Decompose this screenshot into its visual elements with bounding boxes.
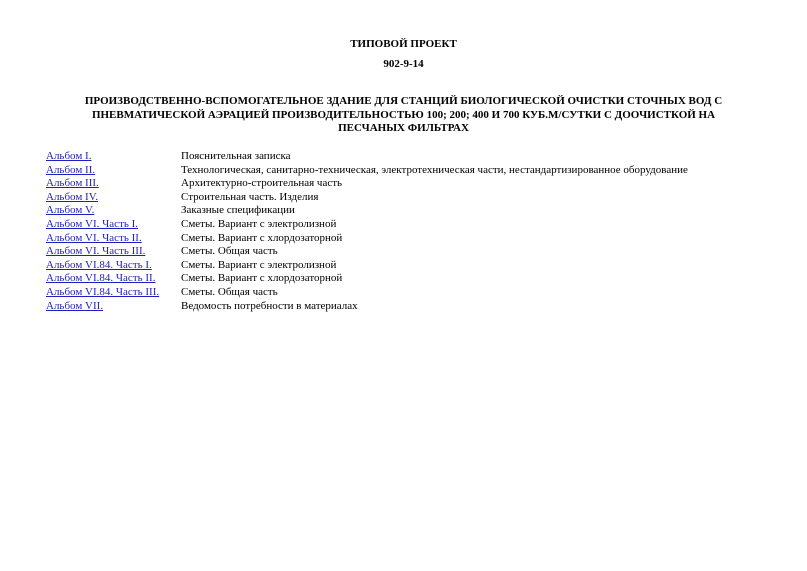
document-title: ТИПОВОЙ ПРОЕКТ [350,38,457,50]
album-link[interactable]: Альбом VII. [46,299,104,312]
album-row [46,218,766,232]
album-link[interactable]: Альбом III. [46,177,99,190]
album-link[interactable]: Альбом VI. Часть II. [46,231,142,244]
album-description: Сметы. Вариант с хлордозаторной [181,231,343,244]
album-link[interactable]: Альбом I. [46,150,92,162]
album-description: Архитектурно-строительная часть [181,177,343,190]
album-link[interactable]: Альбом VI. Часть I. [46,217,139,230]
project-number: 902-9-14 [383,58,424,70]
album-row [46,245,766,259]
album-row [46,191,766,205]
album-row [46,300,766,314]
album-link[interactable]: Альбом VI. Часть III. [46,245,146,258]
album-row [46,232,766,246]
album-description: Технологическая, санитарно-техническая, электротехническая части, нестандартизированное оборудование [181,163,688,176]
album-row [46,272,766,286]
album-description: Ведомость потребности в материалах [181,299,358,312]
album-description: Сметы. Вариант с электролизной [181,258,337,271]
album-link[interactable]: Альбом VI.84. Часть III. [46,285,160,298]
album-link[interactable]: Альбом IV. [46,190,98,203]
album-link[interactable]: Альбом V. [46,204,95,217]
album-link[interactable]: Альбом II. [46,163,96,176]
album-list [46,150,766,313]
album-row [46,259,766,273]
album-description: Пояснительная записка [181,150,291,162]
album-row [46,286,766,300]
album-description: Сметы. Общая часть [181,285,278,298]
album-row [46,177,766,191]
album-description: Сметы. Вариант с электролизной [181,217,337,230]
album-description: Сметы. Вариант с хлордозаторной [181,272,343,285]
album-description: Строительная часть. Изделия [181,190,319,203]
album-row [46,204,766,218]
album-row [46,150,766,164]
album-link[interactable]: Альбом VI.84. Часть I. [46,258,152,271]
album-description: Заказные спецификации [181,204,295,217]
album-description: Сметы. Общая часть [181,245,278,258]
project-heading: ПРОИЗВОДСТВЕННО-ВСПОМОГАТЕЛЬНОЕ ЗДАНИЕ ДЛЯ СТАНЦИЙ БИОЛОГИЧЕСКОЙ ОЧИСТКИ СТОЧНЫХ ВОД С ПНЕВМАТИЧЕСКОЙ АЭРАЦИЕЙ ПРОИЗВОДИТЕЛЬНОСТЬЮ 100; 200; 400 И 700 КУБ.М/СУТКИ С ДООЧИСТКОЙ НА ПЕСЧАНЫХ ФИЛЬТРАХ [84,95,723,134]
album-link[interactable]: Альбом VI.84. Часть II. [46,272,156,285]
album-row [46,164,766,178]
